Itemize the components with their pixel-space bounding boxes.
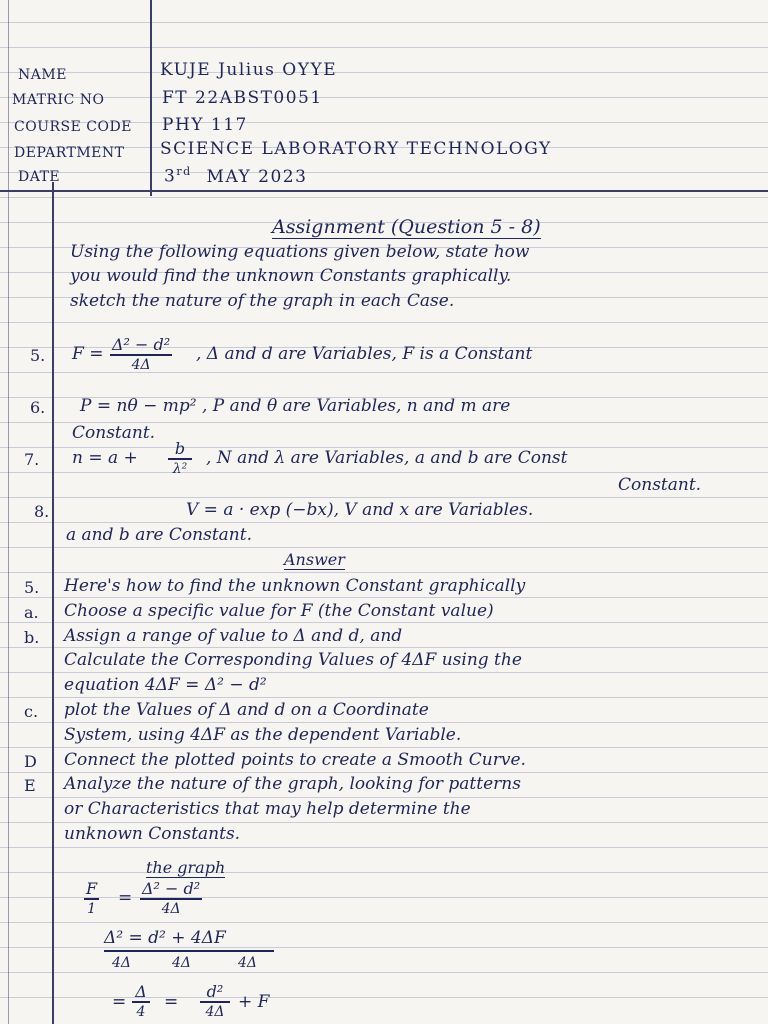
course-code-value: PHY 117: [162, 115, 248, 135]
question-7-line-2: Constant.: [618, 475, 702, 495]
date-value: [164, 166, 307, 186]
question-7-fraction-numerator: b: [174, 439, 186, 458]
answer-line-text: Connect the plotted points to create a Smooth Curve.: [64, 750, 526, 770]
intro-line-2: you would find the unknown Constants graphically.: [70, 266, 512, 286]
answer-line-text: Choose a specific value for F (the Constant value): [64, 601, 494, 621]
work-row-2-bar: [104, 950, 274, 952]
question-5-fraction-denominator: 4Δ: [131, 356, 151, 373]
answer-line-marker: a.: [24, 603, 39, 622]
name-value: KUJE Julius OYYE: [160, 60, 338, 80]
question-8-line-1: V = a · exp (−bx), V and x are Variables.: [186, 500, 534, 520]
question-7-rest: , N and λ are Variables, a and b are Const: [206, 448, 568, 468]
answer-line-marker: 5.: [24, 578, 40, 597]
work-row-2-denominator-1: 4Δ: [112, 955, 132, 971]
question-6-number: 6.: [30, 398, 46, 417]
left-number-margin-line: [8, 0, 9, 1024]
work-row-3-right-denominator: 4Δ: [205, 1003, 225, 1020]
question-5-lhs: F =: [72, 344, 104, 364]
answer-line-text: Analyze the nature of the graph, looking for patterns: [64, 774, 521, 794]
question-7-fraction: [168, 440, 192, 478]
work-row-3-left-fraction: [132, 983, 150, 1021]
question-5-rest: , Δ and d are Variables, F is a Constant: [196, 344, 533, 364]
date-rest: MAY 2023: [206, 166, 308, 187]
work-row-2-numerators: Δ² = d² + 4ΔF: [104, 928, 226, 948]
work-row-1-right-fraction: [140, 880, 202, 918]
answer-line-text: equation 4ΔF = Δ² − d²: [64, 675, 267, 695]
answer-line-text: System, using 4ΔF as the dependent Variable.: [64, 725, 462, 745]
answer-line-marker: E: [24, 776, 36, 795]
question-6-line-1: P = nθ − mp² , P and θ are Variables, n and m are: [80, 396, 511, 416]
body-margin-line: [52, 182, 54, 1024]
work-row-1-right-denominator: 4Δ: [161, 900, 181, 917]
name-label: NAME: [18, 67, 67, 83]
matric-value: FT 22ABST0051: [162, 88, 323, 108]
work-row-2-denominator-2: 4Δ: [172, 955, 192, 971]
question-8-number: 8.: [34, 502, 50, 521]
graph-heading: the graph: [146, 858, 226, 877]
answer-line-text: or Characteristics that may help determine the: [64, 799, 471, 819]
answer-line-text: unknown Constants.: [64, 824, 241, 844]
work-row-1-left-denominator: 1: [87, 900, 97, 917]
answer-line-text: Calculate the Corresponding Values of 4ΔF using the: [64, 650, 522, 670]
work-row-3-left-numerator: Δ: [135, 982, 147, 1001]
question-6-line-2: Constant.: [72, 423, 156, 443]
work-row-2-denominator-3: 4Δ: [238, 955, 258, 971]
answer-heading: Answer: [284, 550, 345, 569]
question-5-number: 5.: [30, 346, 46, 365]
answer-line-text: plot the Values of Δ and d on a Coordinate: [64, 700, 429, 720]
question-5-fraction-numerator: Δ² − d²: [112, 335, 171, 354]
work-row-1-left-fraction: [84, 880, 99, 918]
answer-line-marker: c.: [24, 702, 39, 721]
work-row-1-operator: =: [118, 888, 133, 908]
work-row-3-right-numerator: d²: [206, 982, 224, 1001]
question-7-fraction-denominator: λ²: [172, 460, 188, 477]
date-suffix: rd: [176, 165, 192, 178]
assignment-title: Assignment (Question 5 - 8): [272, 216, 541, 238]
date-label: DATE: [18, 169, 61, 185]
question-7-lhs: n = a +: [72, 448, 138, 468]
matric-label: MATRIC NO: [12, 92, 105, 108]
date-day: 3: [164, 166, 177, 187]
question-5-fraction: [110, 336, 172, 374]
work-row-3-operator: =: [164, 992, 179, 1012]
work-row-3-right-fraction: [200, 983, 230, 1021]
answer-line-marker: D: [24, 752, 37, 771]
header-divider: [0, 190, 768, 192]
work-row-1-right-numerator: Δ² − d²: [142, 879, 201, 898]
work-row-3-suffix: + F: [238, 992, 270, 1012]
answer-line-marker: b.: [24, 628, 40, 647]
header-margin-line: [150, 0, 152, 196]
question-7-number: 7.: [24, 450, 40, 469]
work-row-3-left-denominator: 4: [136, 1003, 146, 1020]
intro-line-1: Using the following equations given below, state how: [70, 242, 530, 262]
intro-line-3: sketch the nature of the graph in each Case.: [70, 291, 455, 311]
course-code-label: COURSE CODE: [14, 119, 132, 135]
department-label: DEPARTMENT: [14, 145, 125, 161]
answer-line-text: Assign a range of value to Δ and d, and: [64, 626, 403, 646]
work-row-3-prefix: =: [112, 992, 127, 1012]
department-value: SCIENCE LABORATORY TECHNOLOGY: [160, 139, 552, 159]
answer-line-text: Here's how to find the unknown Constant graphically: [64, 576, 526, 596]
question-8-line-2: a and b are Constant.: [66, 525, 252, 545]
work-row-1-left-numerator: F: [86, 879, 98, 898]
